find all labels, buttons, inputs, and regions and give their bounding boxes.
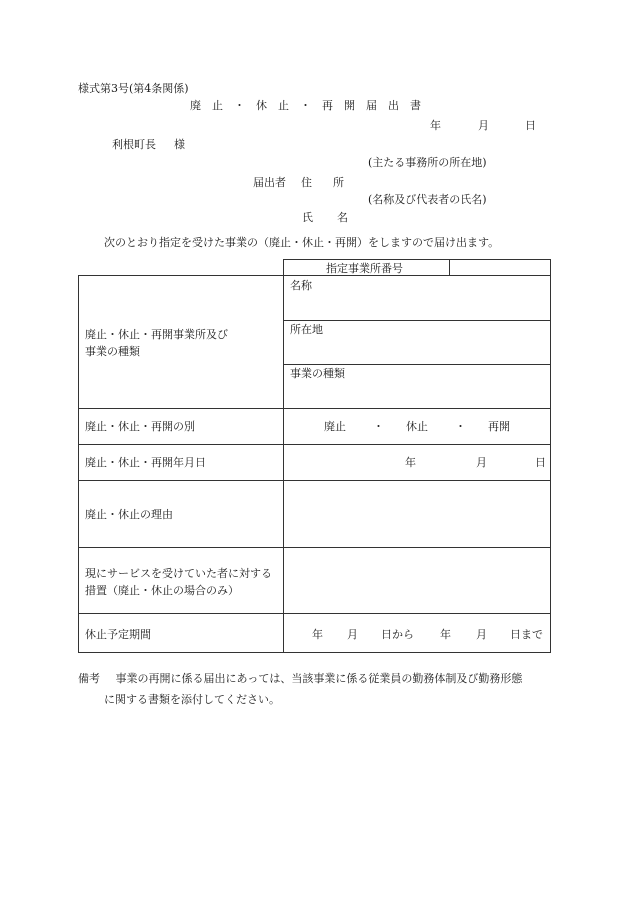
business-name-label: 名称 <box>290 279 312 292</box>
form-number: 様式第3号(第4条関係) <box>78 82 189 95</box>
option-abolish[interactable]: 廃止 <box>324 420 346 433</box>
name-label-1: 氏 <box>302 211 313 224</box>
address-label-2: 所 <box>333 176 344 189</box>
table-line <box>78 613 551 614</box>
table-line <box>550 275 551 653</box>
change-date-year: 年 <box>405 456 416 469</box>
period-start-day: 日から <box>381 628 414 641</box>
address-label-1: 住 <box>301 176 312 189</box>
option-separator: ・ <box>455 420 466 433</box>
office-location-note: (主たる事務所の所在地) <box>368 156 487 169</box>
office-number-label: 指定事業所番号 <box>326 262 403 275</box>
table-line <box>283 259 551 260</box>
table-line <box>550 259 551 276</box>
addressee <box>112 138 185 151</box>
document-title: 廃 止 ・ 休 止 ・ 再 開 届 出 書 <box>190 99 421 112</box>
remarks <box>78 673 522 684</box>
measures-label: 現にサービスを受けていた者に対する措置（廃止・休止の場合のみ） <box>85 567 272 598</box>
addressee-suffix: 様 <box>174 138 185 151</box>
table-line <box>78 275 551 276</box>
date-day-label: 日 <box>525 119 536 132</box>
change-type-label: 廃止・休止・再開の別 <box>85 420 195 433</box>
table-line <box>78 408 551 409</box>
table-line <box>283 275 284 653</box>
remarks-label: 備考 <box>78 672 100 685</box>
table-line <box>283 259 284 276</box>
option-resume[interactable]: 再開 <box>488 420 510 433</box>
table-line <box>449 259 450 276</box>
change-date-day: 日 <box>535 456 546 469</box>
date-month-label: 月 <box>478 119 489 132</box>
period-end-month: 月 <box>476 628 487 641</box>
addressee-name: 利根町長 <box>112 138 156 151</box>
table-line <box>78 652 551 653</box>
date-year-label: 年 <box>430 119 441 132</box>
intro-text: 次のとおり指定を受けた事業の（廃止・休止・再開）をしますので届け出ます。 <box>104 236 500 249</box>
change-date-label: 廃止・休止・再開年月日 <box>85 456 206 469</box>
representative-name-note: (名称及び代表者の氏名) <box>368 193 487 206</box>
period-start-year: 年 <box>312 628 323 641</box>
change-date-month: 月 <box>476 456 487 469</box>
period-end-day: 日まで <box>510 628 543 641</box>
option-suspend[interactable]: 休止 <box>406 420 428 433</box>
business-section-label: 廃止・休止・再開事業所及び 事業の種類 <box>85 328 228 358</box>
notifier-label: 届出者 <box>253 176 286 189</box>
table-line <box>78 444 551 445</box>
table-line <box>78 480 551 481</box>
remarks-line-2: に関する書類を添付してください。 <box>104 693 280 706</box>
period-start-month: 月 <box>347 628 358 641</box>
table-line <box>78 275 79 653</box>
reason-label: 廃止・休止の理由 <box>85 508 173 521</box>
business-location-label: 所在地 <box>290 323 323 336</box>
remarks-line-1: 事業の再開に係る届出にあっては、当該事業に係る従業員の勤務体制及び勤務形態 <box>115 672 523 685</box>
table-line <box>283 320 551 321</box>
business-type-label: 事業の種類 <box>290 367 345 380</box>
name-label-2: 名 <box>337 211 348 224</box>
option-separator: ・ <box>373 420 384 433</box>
name-line <box>302 211 348 224</box>
notifier-address-line <box>253 176 344 189</box>
suspension-period-label: 休止予定期間 <box>85 628 151 641</box>
table-line <box>78 547 551 548</box>
period-end-year: 年 <box>440 628 451 641</box>
table-line <box>283 364 551 365</box>
